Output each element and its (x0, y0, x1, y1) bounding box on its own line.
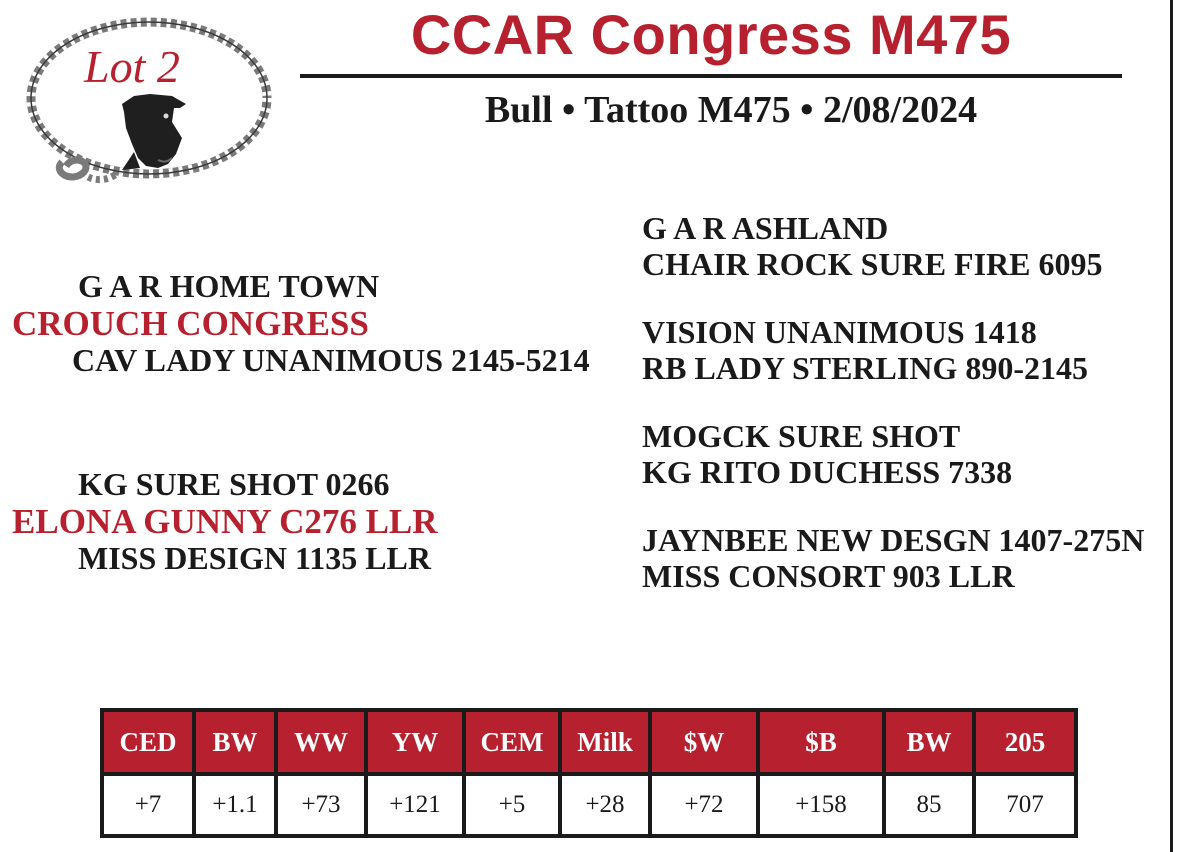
sire-name: CROUCH CONGRESS (12, 304, 369, 343)
lot-logo (22, 12, 276, 190)
epd-value-cell: +121 (366, 774, 464, 836)
title-divider (300, 74, 1122, 78)
sire-dam: CAV LADY UNANIMOUS 2145-5214 (72, 342, 590, 378)
bull-head-icon (122, 94, 186, 170)
epd-header-cell: 205 (974, 710, 1076, 774)
epd-value-cell: +7 (102, 774, 194, 836)
epd-header-cell: $W (650, 710, 758, 774)
epd-header-cell: YW (366, 710, 464, 774)
sire-dam-dam: RB LADY STERLING 890-2145 (642, 350, 1088, 386)
dam-sire: KG SURE SHOT 0266 (78, 466, 390, 502)
page-title: CCAR Congress M475 (410, 3, 1012, 66)
epd-table (100, 708, 1078, 838)
epd-value-cell: +1.1 (194, 774, 276, 836)
sire-dam-sire: VISION UNANIMOUS 1418 (642, 314, 1037, 350)
dam-sire-dam: KG RITO DUCHESS 7338 (642, 454, 1013, 490)
dam-dam-dam: MISS CONSORT 903 LLR (642, 558, 1015, 594)
dam-name: ELONA GUNNY C276 LLR (12, 502, 438, 541)
dam-sire-sire: MOGCK SURE SHOT (642, 418, 961, 454)
sire-sire-sire: G A R ASHLAND (642, 210, 889, 246)
rope-frame-icon (22, 12, 276, 190)
epd-value-cell: +5 (464, 774, 560, 836)
epd-value-cell: +73 (276, 774, 366, 836)
dam-dam: MISS DESIGN 1135 LLR (78, 540, 431, 576)
epd-header-row (102, 710, 1076, 774)
epd-value-cell: +158 (758, 774, 884, 836)
epd-value-cell: 707 (974, 774, 1076, 836)
dam-dam-sire: JAYNBEE NEW DESGN 1407-275N (642, 522, 1145, 558)
epd-header-cell: CED (102, 710, 194, 774)
epd-header-cell: CEM (464, 710, 560, 774)
epd-header-cell: BW (194, 710, 276, 774)
epd-value-cell: +72 (650, 774, 758, 836)
epd-header-cell: $B (758, 710, 884, 774)
epd-header-cell: BW (884, 710, 974, 774)
epd-value-row (102, 774, 1076, 836)
epd-header-cell: WW (276, 710, 366, 774)
sire-sire-dam: CHAIR ROCK SURE FIRE 6095 (642, 246, 1103, 282)
page-subtitle: Bull • Tattoo M475 • 2/08/2024 (484, 89, 978, 131)
right-border-line (1170, 0, 1173, 852)
lot-label: Lot 2 (84, 41, 180, 92)
epd-value-cell: 85 (884, 774, 974, 836)
sire-sire: G A R HOME TOWN (78, 268, 380, 304)
epd-value-cell: +28 (560, 774, 650, 836)
epd-header-cell: Milk (560, 710, 650, 774)
